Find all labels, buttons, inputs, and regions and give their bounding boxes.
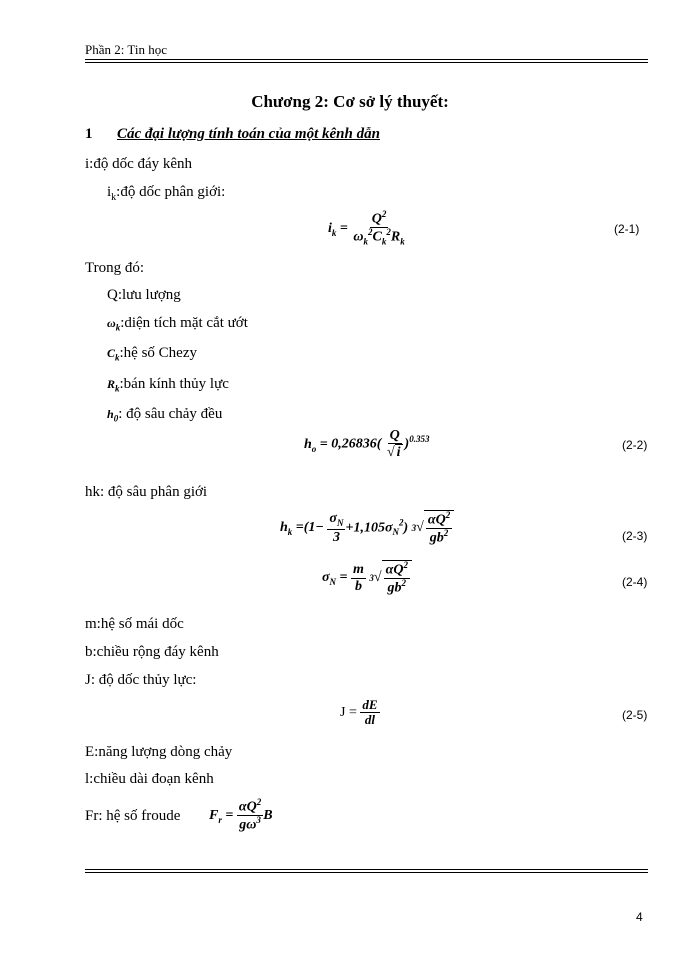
header-rule-top: [85, 59, 648, 60]
running-header: Phần 2: Tin học: [85, 42, 167, 57]
formula-j: J = $\frac{dE}{dl}$: [340, 697, 378, 728]
section-title: Các đại lượng tính toán của một kênh dẫn: [117, 126, 380, 142]
equation-number-2-3: (2-3): [622, 529, 648, 543]
header-rule-bottom: [85, 62, 648, 63]
omega-definition: $\omega_k:diện$ tích mặt cắt ướt: [107, 315, 248, 333]
equation-number-2-2: (2-2): [622, 438, 648, 452]
hk-definition: hk: độ sâu phân giới: [85, 484, 208, 500]
q-definition: Q:lưu lượng: [107, 287, 181, 303]
j-definition: J: độ dốc thủy lực:: [85, 672, 197, 688]
formula-ik: $i_k$ = $\frac{Q^2}{\omega_k^2C_k^2R_k}$: [328, 209, 405, 247]
formula-hk: $h_k =(1-$ $\frac{\sigma_N}{3}$ $+1,105\sigma_N^2$) 3 √ $\frac{\alpha Q^2}{gb^2}$: [280, 510, 454, 546]
formula-hk-middle: +1,105σ: [345, 520, 393, 536]
footer-rule-top: [85, 869, 648, 870]
b-definition: b:chiều rộng đáy kênh: [85, 644, 219, 660]
formula-sigma-n: $\sigma_N$ = $\frac{m}{b}$ 3 √ $\frac{\alpha Q^2}{gb^2}$: [322, 560, 412, 596]
c-definition-text: :hệ số Chezy: [119, 345, 197, 361]
formula-h0-exponent: 0.353: [409, 433, 430, 444]
h0-definition-text: : độ sâu chảy đều: [118, 406, 223, 422]
c-definition: $C_k:hệ$ số Chezy: [107, 345, 197, 363]
where-label: Trong đó:: [85, 260, 145, 276]
e-definition: E:năng lượng dòng chảy: [85, 744, 233, 760]
h0-definition: $h_0$: độ sâu chảy đều: [107, 406, 223, 424]
l-definition: l:chiều dài đoạn kênh: [85, 771, 214, 787]
equation-number-2-5: (2-5): [622, 708, 648, 722]
r-definition: $R_k:bán$ kính thủy lực: [107, 376, 229, 394]
footer-rule-bottom: [85, 872, 648, 873]
ik-definition-text: :độ dốc phân giới:: [116, 184, 226, 200]
formula-h0-coefficient: 0,26836(: [331, 436, 382, 452]
page-number: 4: [636, 910, 643, 924]
i-definition: i:độ dốc đáy kênh: [85, 156, 193, 172]
ik-definition: $i_k:độ$ dốc phân giới:: [107, 184, 226, 203]
fr-definition: Fr: hệ số froude: [85, 808, 181, 824]
r-definition-text: :bán kính thủy lực: [119, 376, 229, 392]
formula-h0: $h_o = 0,26836$( Q √ i )$^{0.353}$: [304, 428, 430, 461]
section-number: 1: [85, 126, 93, 142]
formula-froude: $F_r$ = $\frac{\alpha Q^2}{g\omega^3}$ B: [209, 797, 273, 833]
equation-number-2-4: (2-4): [622, 575, 648, 589]
equation-number-2-1: (2-1): [614, 222, 640, 236]
omega-definition-text: :diện tích mặt cắt ướt: [120, 315, 248, 331]
m-definition: m:hệ số mái dốc: [85, 616, 184, 632]
chapter-title: Chương 2: Cơ sở lý thuyết:: [251, 92, 449, 111]
formula-j-lhs: J =: [340, 705, 357, 721]
